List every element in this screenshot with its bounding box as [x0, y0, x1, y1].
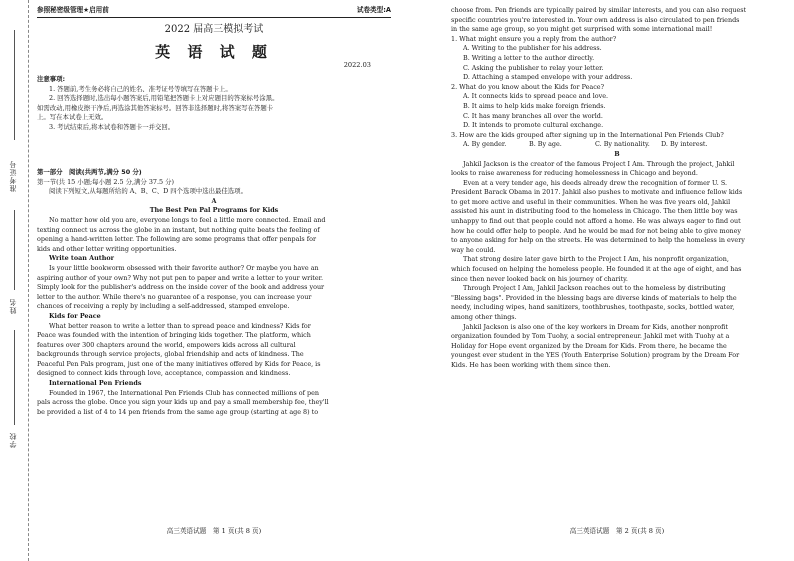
option: C. It has many branches all over the world. — [463, 111, 603, 120]
notice-block — [37, 75, 391, 133]
paragraph-line: opening a hand-written letter. The following are some programs that offer penpals for — [37, 235, 316, 244]
paragraph-line: chances of receiving a reply by including a self-addressed, stamped envelope. — [37, 302, 290, 311]
paragraph-line: Simply look for the publisher's address on the inside cover of the book and address your — [37, 283, 325, 292]
header-rule — [37, 17, 391, 18]
seal-line — [28, 0, 29, 561]
name-line — [14, 210, 15, 290]
passage-letter: A — [211, 196, 217, 205]
page-footer: 高三英语试题 第 1 页(共 8 页) — [166, 527, 262, 535]
option: A. Writing to the publisher for his address. — [463, 44, 602, 53]
paragraph-line: how he could offer help to people. And he would be mad for not being able to give money — [451, 226, 742, 235]
paragraph-line: looks to raise awareness for reducing homelessness in Chicago and beyond. — [451, 169, 698, 178]
paragraph-line: Founded in 1967, the International Pen Friends Club has connected millions of pen — [49, 388, 320, 397]
part-title: 第一部分 阅读(共两节,满分 50 分) — [37, 168, 142, 176]
option: A. By gender. — [463, 140, 507, 149]
option: C. Asking the publisher to relay your letter. — [463, 63, 604, 72]
school-line — [14, 330, 15, 425]
paragraph-line: to anyone asking for help on the streets. He was determined to help the homeless in every — [451, 236, 745, 245]
confidential-label: 参照秘密级管理★启用前 — [37, 6, 109, 14]
name-label: 姓名 — [9, 298, 17, 314]
question-1: 1. What might ensure you a reply from the author? — [451, 34, 617, 43]
option: D. Attaching a stamped envelope with your address. — [463, 73, 633, 82]
paragraph-line: President Barack Obama in 2017. Jahkil also pushes to motivate and influence fellow kids — [451, 188, 743, 197]
passage-letter: B — [614, 149, 620, 158]
paragraph-line: which focused on helping the homeless people. He founded it at the age of eight, and has — [451, 265, 742, 274]
option: B. It aims to help kids make foreign friends. — [463, 101, 606, 110]
passage-a-continued — [451, 6, 783, 371]
paragraph-line: Through Project I Am, Jahkil Jackson reaches out to the homeless by distributing — [463, 284, 726, 293]
notice-line: 如需改动,用橡皮擦干净后,再选涂其他答案标号。回答非选择题时,将答案写在答题卡 — [37, 103, 274, 112]
paragraph-line: to get more active and useful in their communities. When he was five years old, Jahkil — [451, 197, 731, 206]
section-title: 第一节(共 15 小题;每小题 2.5 分,满分 37.5 分) — [37, 177, 174, 186]
paragraph-line: Peace was founded with the intention of bringing kids together. The platform, which — [37, 331, 311, 340]
binding-margin — [0, 0, 30, 561]
paragraph-line: way he could. — [451, 245, 496, 254]
paragraph-line: unhappy to find out that people could not afford a home. He was always eager to find out — [451, 217, 741, 226]
option: D. It intends to promote cultural exchange. — [463, 121, 604, 130]
passage-title: The Best Pen Pal Programs for Kids — [149, 206, 279, 215]
section-heading: Write toan Author — [49, 254, 114, 263]
paragraph-line: backgrounds through service projects, global friendship and acts of kindness. The — [37, 350, 304, 359]
paragraph-line: since then never looked back on his journey of charity. — [451, 274, 628, 283]
paragraph-line: youngest ever student in the YES (Youth Enterprise Solution) program by the Dream For — [451, 351, 740, 360]
paragraph-line: specific countries you're interested in. Your own address is also circulated to pen friends — [451, 15, 740, 24]
paragraph-line: letter to the author. While there's no guarantee of a response, you can increase your — [37, 292, 312, 301]
paragraph-line: texting connect us across the globe in an instant, but nothing quite beats the feeling of — [37, 225, 320, 234]
instruction: 阅读下列短文,从每题所给的 A、B、C、D 四个选项中选出最佳选项。 — [49, 187, 247, 196]
paragraph-line: designed to connect kids through love, acceptance, compassion and kindness. — [37, 369, 291, 378]
page-header — [37, 6, 391, 16]
notice-line: 上。写在本试卷上无效。 — [37, 113, 108, 122]
paragraph-line: needy, including wipes, hand sanitizers, toothbrushes, toothpaste, socks, bottled water, — [451, 303, 735, 312]
paragraph-line: aspiring author of your own? Why not put pen to paper and write a letter to your writer. — [37, 273, 324, 282]
page-2 — [451, 0, 783, 561]
section-heading: Kids for Peace — [49, 311, 101, 320]
paragraph-line: features over 300 chapters around the world, empowers kids across all cultural — [37, 340, 296, 349]
paragraph-line: among other things. — [451, 313, 517, 321]
exam-date: 2022.03 — [343, 61, 371, 69]
paragraph-line: Jahkil Jackson is the creator of the famous Project I Am. Through the project, Jahkil — [463, 159, 735, 168]
option: D. By interest. — [661, 140, 708, 149]
page-footer: 高三英语试题 第 2 页(共 8 页) — [569, 527, 665, 535]
paragraph-line: pals across the globe. Once you sign your kids up and pay a small membership fee, they'll — [37, 398, 329, 407]
paragraph-line: organization founded by Tom Tuohy, a social entrepreneur. Jahkil met with Tuohy at a — [451, 332, 730, 341]
exam-title: 2022 届高三模拟考试 — [164, 24, 264, 35]
paragraph-line: "Blessing bags". Provided in the blessing bags are diverse kinds of materials to help the — [451, 293, 737, 302]
paragraph-line: What better reason to write a letter than to spread peace and kindness? Kids for — [49, 321, 311, 330]
paragraph-line: Jahkil Jackson is also one of the key workers in Dream for Kids, another nonprofit — [463, 322, 728, 331]
notice-line: 2. 回答选择题时,选出每小题答案后,用铅笔把答题卡上对应题目的答案标号涂黑。 — [49, 94, 279, 103]
paragraph-line: in the same age group, so you might get surprised with some international mail! — [451, 25, 713, 34]
option: C. By nationality. — [595, 140, 650, 149]
paragraph-line: Kids. He has been working with them since then. — [451, 360, 611, 369]
exam-no-line — [14, 30, 15, 140]
option: B. By age. — [529, 140, 562, 149]
subject-title: 英 语 试 题 — [155, 43, 273, 61]
paragraph-line: No matter how old you are, everyone longs to feel a little more connected. Email and — [49, 215, 326, 224]
question-2: 2. What do you know about the Kids for Peace? — [451, 82, 605, 91]
paragraph-line: kids and other letter writing opportunities. — [37, 244, 177, 253]
notice-title: 注意事项: — [37, 75, 66, 83]
paragraph-line: choose from. Pen friends are typically paired by similar interests, and you can also request — [451, 6, 747, 14]
paragraph-line: Peaceful Pen Pals program, just one of the many initiatives offered by Kids for Peace, is — [37, 359, 321, 368]
question-3: 3. How are the kids grouped after signing up in the International Pen Friends Club? — [451, 130, 724, 139]
school-label: 学校 — [9, 432, 17, 448]
paragraph-line: assisted his aunt in distributing food to the homeless in Chicago. The then little boy was — [451, 207, 738, 216]
exam-no-label: 准考证号 — [9, 160, 17, 192]
paragraph-line: That strong desire later gave birth to the Project I Am, his nonprofit organization, — [463, 255, 729, 264]
option: A. It connects kids to spread peace and love. — [463, 92, 609, 101]
paper-type: 试卷类型:A — [356, 6, 391, 14]
page-1 — [37, 0, 391, 561]
option: B. Writing a letter to the author directly. — [463, 53, 595, 62]
paragraph-line: be provided a list of 4 to 14 pen friends from the same age group (starting at age 8) to — [37, 407, 319, 416]
notice-line: 3. 考试结束后,将本试卷和答题卡一并交回。 — [49, 122, 175, 131]
section-heading: International Pen Friends — [49, 379, 142, 388]
paragraph-line: Is your little bookworm obsessed with their favorite author? Or maybe you have an — [49, 263, 319, 272]
notice-line: 1. 答题前,考生务必将自己的姓名、准考证号等填写在答题卡上。 — [49, 84, 232, 93]
paragraph-line: Even at a very tender age, his deeds already drew the recognition of former U. S. — [463, 178, 728, 187]
paragraph-line: Holiday for Hope event organized by the Dream for Kids. From there, he became the — [451, 341, 727, 350]
part-one — [37, 168, 391, 417]
options-row — [451, 140, 783, 150]
